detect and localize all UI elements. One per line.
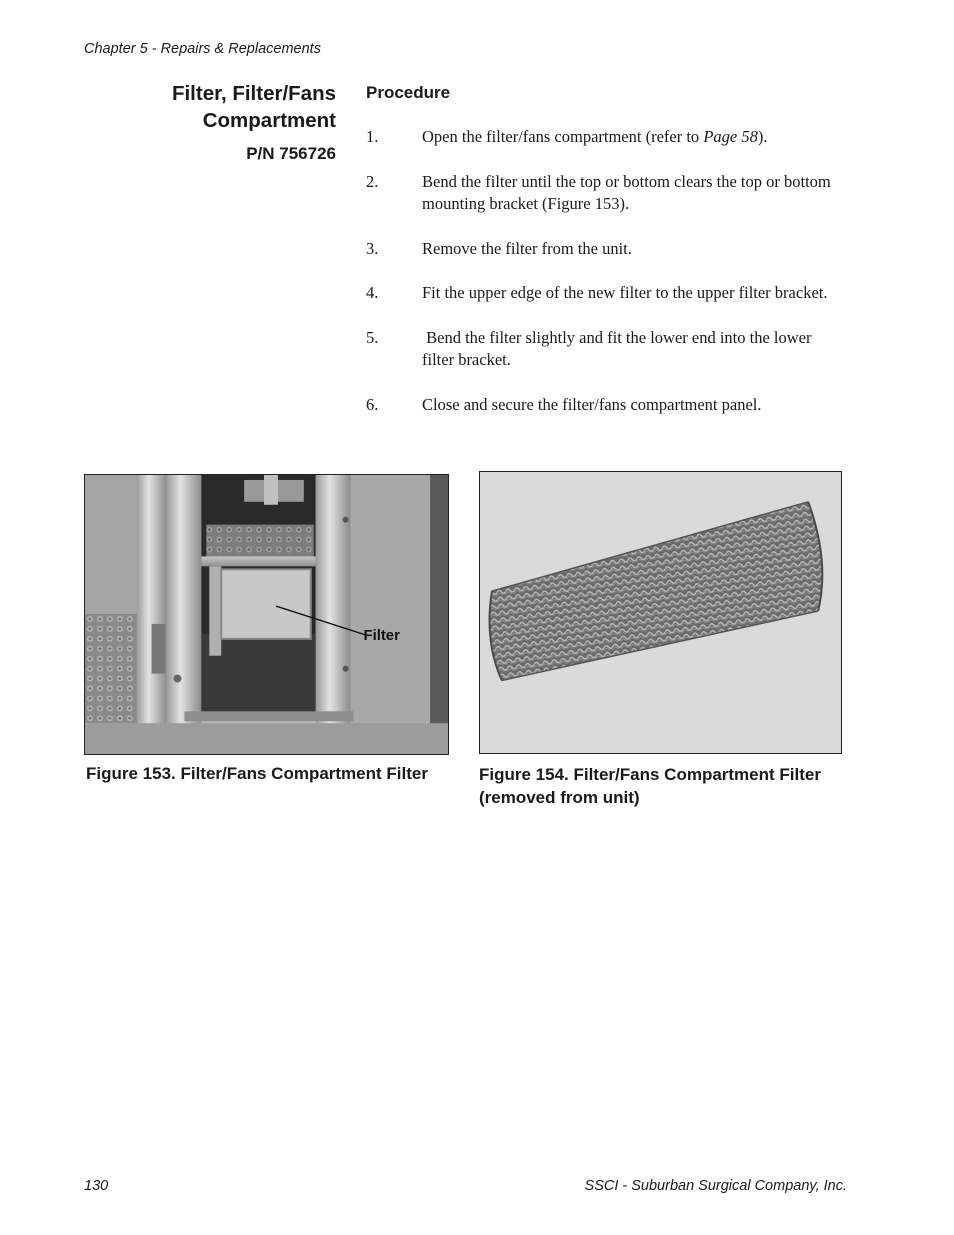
step-text: Close and secure the filter/fans compartment panel. (422, 394, 762, 414)
page-reference-link[interactable]: Page 58 (703, 127, 758, 146)
removed-filter-illustration (480, 472, 841, 753)
procedure-step (366, 126, 836, 149)
procedure-step (366, 171, 836, 216)
section-title (36, 80, 336, 134)
procedure-step (366, 238, 836, 261)
figure-153-caption: Figure 153. Filter/Fans Compartment Filter (86, 764, 428, 783)
company-footer: SSCI - Suburban Surgical Company, Inc. (584, 1178, 847, 1194)
step-text (422, 126, 836, 149)
step-text: Remove the filter from the unit. (422, 238, 632, 258)
procedure-heading: Procedure (366, 83, 451, 102)
procedure-steps (366, 126, 836, 438)
part-number: P/N 756726 (246, 144, 336, 163)
figure-153-photo (84, 474, 449, 755)
step-number: 2. (366, 171, 379, 191)
step-text-before: Open the filter/fans compartment (refer to (422, 127, 704, 146)
filter-callout-label: Filter (363, 627, 400, 644)
step-text: Bend the filter until the top or bottom clears the top or bottom mounting bracket (Figure 153). (422, 171, 831, 213)
chapter-header: Chapter 5 - Repairs & Replacements (84, 41, 321, 57)
step-number: 1. (366, 127, 379, 146)
page-number: 130 (84, 1178, 109, 1194)
step-text: Bend the filter slightly and fit the lower end into the lower filter bracket. (422, 327, 816, 369)
figure-154-photo (479, 471, 842, 754)
section-title-line-2: Compartment (202, 109, 336, 132)
step-number: 6. (366, 394, 379, 414)
procedure-step (366, 282, 836, 305)
step-number: 4. (366, 283, 379, 302)
step-text-after: ). (757, 127, 768, 146)
compartment-photo-illustration (85, 475, 448, 754)
step-number: 5. (366, 327, 379, 347)
figure-154-caption: Figure 154. Filter/Fans Compartment Filter (removed from unit) (479, 765, 821, 807)
section-title-line-1: Filter, Filter/Fans (171, 82, 336, 105)
step-number: 3. (366, 238, 379, 258)
procedure-step (366, 327, 836, 372)
procedure-step (366, 394, 836, 417)
step-text: Fit the upper edge of the new filter to the upper filter bracket. (422, 283, 828, 302)
